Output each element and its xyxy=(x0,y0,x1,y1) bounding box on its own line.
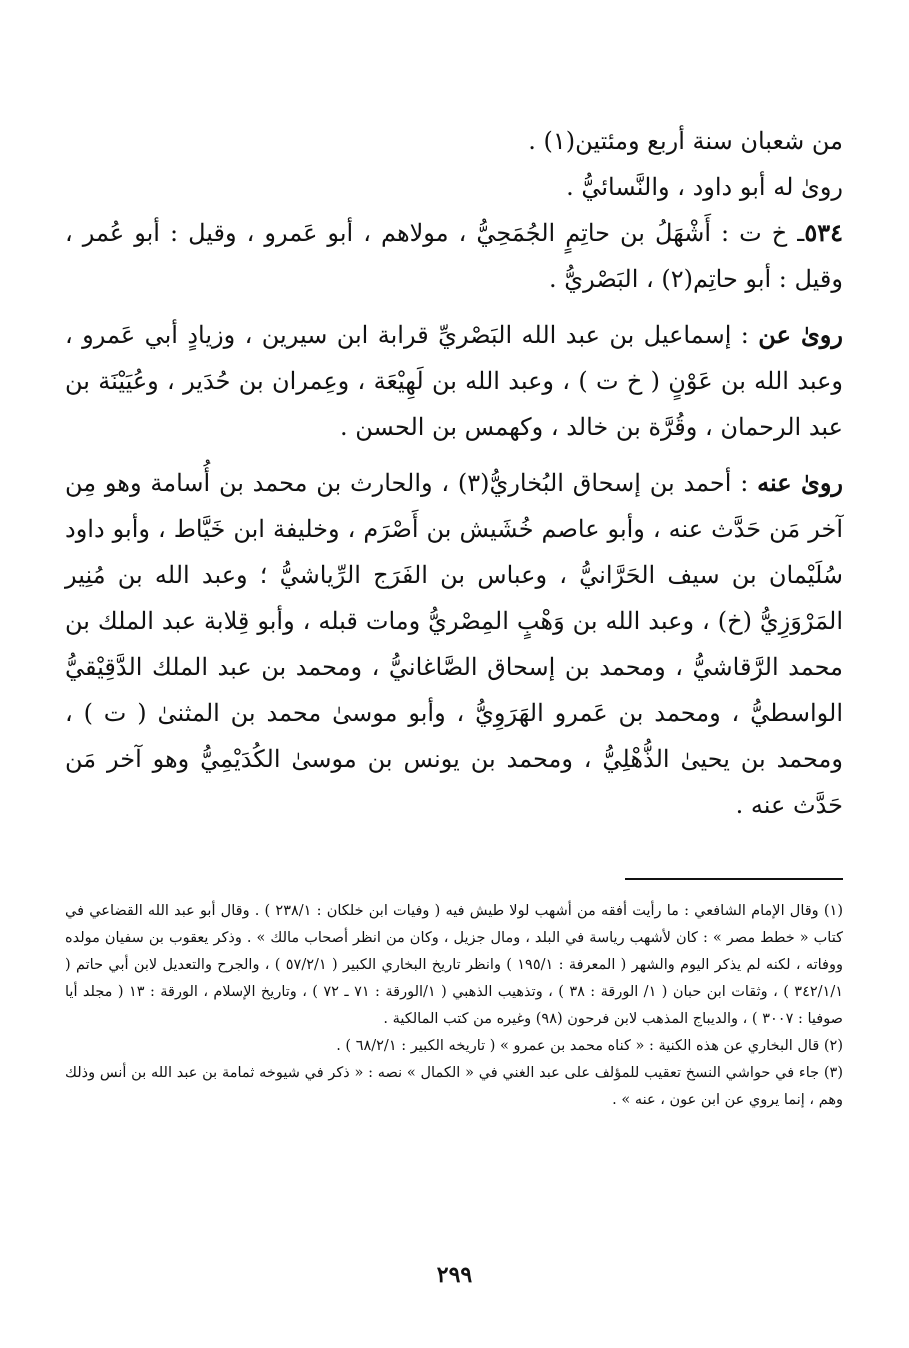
narrated-from-label: روىٰ عن xyxy=(758,320,843,349)
paragraph-narrated-from xyxy=(65,312,843,450)
footnote-1: (١) وقال الإمام الشافعي : ما رأيت أفقه من أشهب لولا طيش فيه ( وفيات ابن خلكان : ٢٣٨/١ ) . وقال أبو عبد الله القضاعي في كتاب « خطط مصر » : كان لأشهب رياسة في البلد ، ومال جزيل ، وكان من انظر أصحاب مالك » . وذكر يعقوب بن سفيان مولده ووفاته ، لكنه لم يذكر اليوم والشهر ( المعرفة : ١٩٥/١ ) وانظر تاريخ البخاري الكبير ( ٥٧/٢/١ ) ، والجرح والتعديل لابن أبي حاتم ( ٣٤٢/١/١ ) ، وثقات ابن حبان ( ١/ الورقة : ٣٨ ) ، وتذهيب الذهبي ( ١/الورقة : ٧١ ـ ٧٢ ) ، وتاريخ الإسلام ، الورقة : ١٣ ( مجلد أيا صوفيا : ٣٠٠٧ ) ، والديباج المذهب لابن فرحون (٩٨) وغيره من كتب المالكية . xyxy=(65,903,843,1027)
paragraph-continuation: من شعبان سنة أربع ومئتين(١) . xyxy=(528,127,843,155)
paragraph-narrated-by xyxy=(65,460,843,828)
narrated-from-text: : إسماعيل بن عبد الله البَصْريِّ قرابة ابن سيرين ، وزيادٍ أبي عَمرو ، وعبد الله بن عَوْنٍ ( خ ت ) ، وعبد الله بن لَهِيْعَة ، وعِمران بن حُدَير ، وعُيَيْنَة بن عبد الرحمان ، وقُرَّة بن خالد ، وكهمس بن الحسن . xyxy=(65,321,844,441)
narrated-by-label: روىٰ عنه xyxy=(757,468,844,497)
biography-entry-heading xyxy=(65,210,843,302)
narrated-by-text: : أحمد بن إسحاق البُخاريُّ(٣) ، والحارث بن محمد بن أُسامة وهو مِن آخر مَن حَدَّث عنه ، وأبو عاصم خُشَيش بن أَصْرَم ، وخليفة ابن خَيَّاط ، وأبو داود سُلَيْمان بن سيف الحَرَّانيُّ ، وعباس بن الفَرَج الرِّياشيُّ ؛ وعبد الله بن مُنِير المَرْوَزِيُّ (خ) ، وعبد الله بن وَهْبٍ المِصْريُّ ومات قبله ، وأبو قِلابة عبد الملك بن محمد الرَّقاشيُّ ، ومحمد بن إسحاق الصَّاغانيُّ ، ومحمد بن عبد الملك الدَّقِيْقيُّ الواسطيُّ ، ومحمد بن عَمرو الهَرَوِيُّ ، وأبو موسىٰ محمد بن المثنىٰ ( ت ) ، ومحمد بن يحيىٰ الذُّهْلِيُّ ، ومحمد بن يونس بن موسىٰ الكُدَيْمِيُّ وهو آخر مَن حَدَّث عنه . xyxy=(65,469,843,819)
footnote-separator xyxy=(625,878,843,880)
entry-heading-text: ـ خ ت : أَشْهَلُ بن حاتِمٍ الجُمَحِيُّ ، مولاهم ، أبو عَمرو ، وقيل : أبو عُمر ، وقيل : أبو حاتِم(٢) ، البَصْريُّ . xyxy=(65,219,843,293)
footnotes xyxy=(65,898,843,1114)
footnote-2: (٢) قال البخاري عن هذه الكنية : « كناه محمد بن عمرو » ( تاريخه الكبير : ٦٨/٢/١ ) . xyxy=(336,1038,843,1054)
paragraph-narrators: روىٰ له أبو داود ، والنَّسائيُّ . xyxy=(566,173,843,201)
page-number: ٢٩٩ xyxy=(436,1262,473,1288)
main-text xyxy=(65,118,843,828)
footnote-3: (٣) جاء في حواشي النسخ تعقيب للمؤلف على عبد الغني في « الكمال » نصه : « ذكر في شيوخه ثمامة بن عبد الله بن أنس وذلك وهم ، إنما يروي عن ابن عون ، عنه » . xyxy=(65,1065,843,1108)
entry-number: ٥٣٤ xyxy=(804,218,843,247)
